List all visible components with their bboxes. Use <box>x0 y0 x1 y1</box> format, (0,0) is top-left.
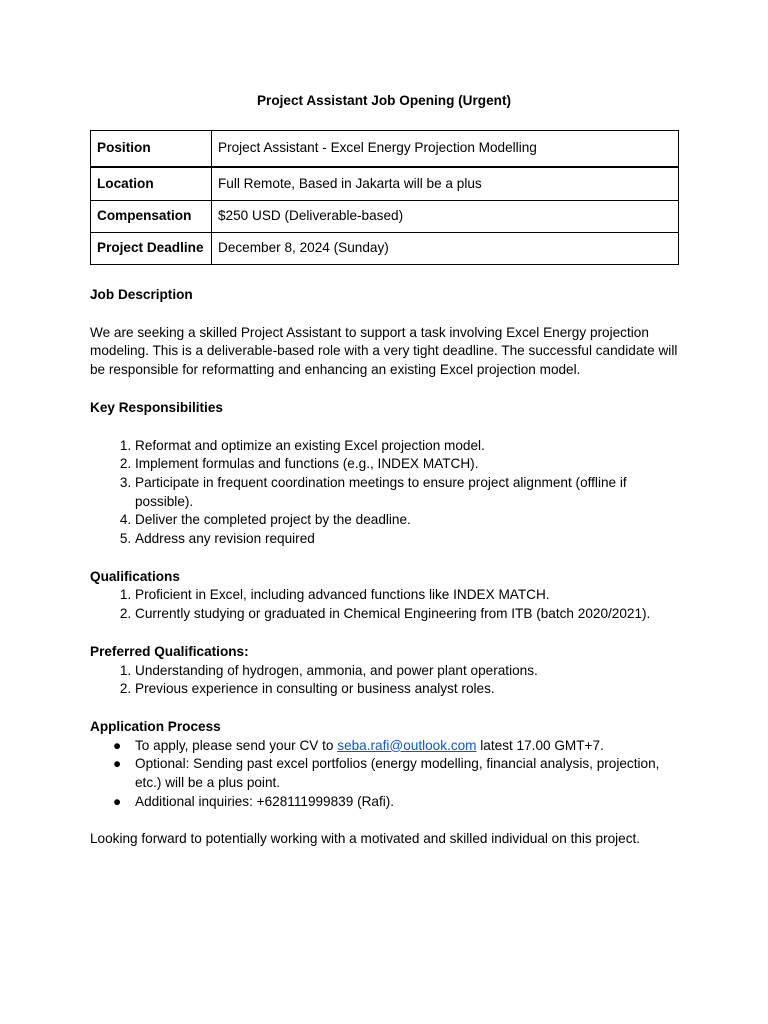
qualifications-list <box>90 586 680 623</box>
preferred-qualifications-heading: Preferred Qualifications: <box>90 643 249 659</box>
apply-suffix: latest 17.00 GMT+7. <box>476 737 604 753</box>
bullet-icon: ● <box>113 737 122 753</box>
email-link[interactable]: seba.rafi@outlook.com <box>337 737 477 753</box>
optional-text: Optional: Sending past excel portfolios (energy modelling, financial analysis, projection, etc.) will be a plus point. <box>135 756 660 791</box>
application-process-list <box>90 737 680 812</box>
list-item: 2. Implement formulas and functions (e.g., INDEX MATCH). <box>135 455 680 474</box>
apply-prefix: To apply, please send your CV to <box>135 737 338 753</box>
table-key-position: Position <box>91 131 212 168</box>
table-row <box>91 233 679 265</box>
list-item: 1. Understanding of hydrogen, ammonia, and power plant operations. <box>135 662 680 681</box>
table-value-compensation: $250 USD (Deliverable-based) <box>212 201 679 233</box>
bullet-icon: ● <box>113 756 122 772</box>
table-key-location: Location <box>91 167 212 201</box>
list-item <box>113 755 680 792</box>
table-key-deadline: Project Deadline <box>91 233 212 265</box>
job-info-table <box>90 130 679 265</box>
table-row <box>91 131 679 168</box>
inquiries-text: Additional inquiries: +628111999839 (Rafi). <box>135 793 395 809</box>
qualifications-heading: Qualifications <box>90 568 180 584</box>
closing-text: Looking forward to potentially working with a motivated and skilled individual on this project. <box>90 831 641 847</box>
list-item: 4. Deliver the completed project by the deadline. <box>135 511 680 530</box>
table-value-position: Project Assistant - Excel Energy Projection Modelling <box>212 131 679 168</box>
list-item: 1. Proficient in Excel, including advanced functions like INDEX MATCH. <box>135 586 680 605</box>
table-row <box>91 201 679 233</box>
bullet-icon: ● <box>113 793 122 809</box>
table-value-location: Full Remote, Based in Jakarta will be a plus <box>212 167 679 201</box>
table-row <box>91 167 679 201</box>
application-process-heading: Application Process <box>90 718 221 734</box>
table-value-deadline: December 8, 2024 (Sunday) <box>212 233 679 265</box>
document-title: Project Assistant Job Opening (Urgent) <box>256 93 512 108</box>
list-item: 3. Participate in frequent coordination meetings to ensure project alignment (offline if possible). <box>135 474 680 511</box>
list-item: 1. Reformat and optimize an existing Excel projection model. <box>135 437 680 456</box>
list-item: 5. Address any revision required <box>135 530 680 549</box>
list-item: 2. Previous experience in consulting or business analyst roles. <box>135 680 680 699</box>
responsibilities-list <box>90 437 680 549</box>
responsibilities-heading: Key Responsibilities <box>90 399 223 415</box>
list-item <box>113 737 680 756</box>
job-description-text: We are seeking a skilled Project Assistant to support a task involving Excel Energy projection modeling. This is a deliverable-based role with a very tight deadline. The successful candidate will be responsible for reformatting and enhancing an existing Excel projection model. <box>90 324 678 378</box>
job-description-heading: Job Description <box>90 287 193 302</box>
list-item: 2. Currently studying or graduated in Chemical Engineering from ITB (batch 2020/2021). <box>135 605 680 624</box>
list-item <box>113 793 680 812</box>
table-key-compensation: Compensation <box>91 201 212 233</box>
preferred-qualifications-list <box>90 662 680 699</box>
document-body <box>90 286 680 849</box>
